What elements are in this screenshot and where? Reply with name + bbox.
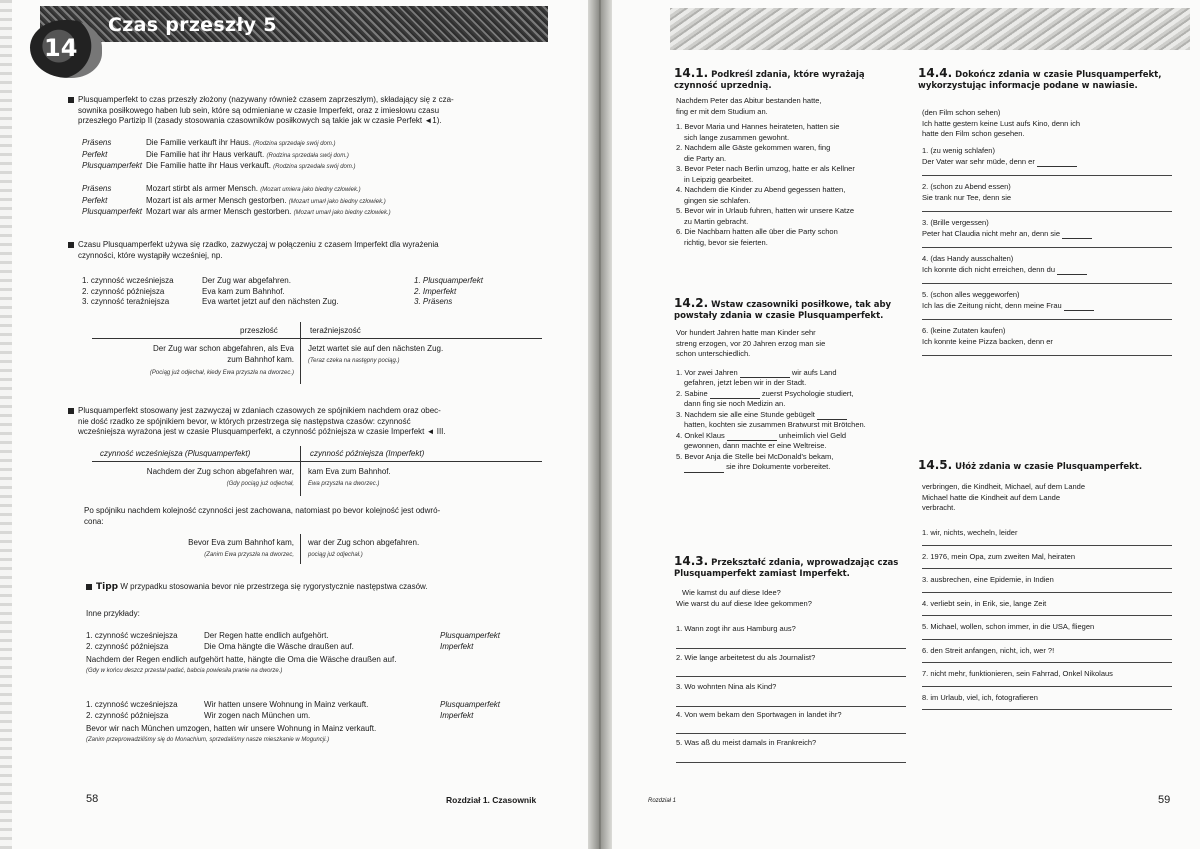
exercise-instruction: Podkreśl zdania, które wyrażają czynność uprzednią. [674,70,865,91]
exercise-14-5-example [922,482,1172,514]
tense-label: Perfekt [82,195,108,205]
answer-blank[interactable] [710,390,760,399]
exercise-item: wir aufs Land [791,367,837,377]
exercise-14-5-items [922,528,1172,716]
example-answer: Wie warst du auf diese Idee gekommen? [676,599,812,608]
example-line: streng erzogen, vor 20 Jahren erzog man sie [676,338,826,348]
answer-line[interactable] [676,706,906,707]
exercise-number: 14.5. [918,458,953,472]
seq-sentence: Wir zogen nach München um. [204,710,311,720]
past-sentence: zum Bahnhof kam. [227,355,294,364]
seq-sentence: Eva wartet jetzt auf den nächsten Zug. [202,297,339,306]
example-sentence: Die Familie hatte ihr Haus verkauft. [146,161,271,170]
timeline-divider [300,322,301,384]
exercise-item[interactable]: sich lange zusammen gewohnt. [684,132,790,142]
exercise-item: 1. Vor zwei Jahren [676,367,738,377]
exercise-item: 3. Nachdem sie alle eine Stunde gebügelt [676,409,815,419]
exercise-item: Ich konnte keine Pizza backen, denn er [922,336,1053,346]
combined-sentence: Nachdem der Regen endlich aufgehört hatte, hängte die Oma die Wäsche draußen auf. [86,655,397,664]
answer-blank[interactable] [740,369,790,378]
seq-tense: Imperfekt [440,641,474,651]
exercise-14-3-title [674,556,914,580]
seq-label: 2. czynność późniejsza [82,286,165,296]
translation: (Gdy w końcu deszcz przestał padać, babcia powiesiła pranie na dworze.) [86,667,283,674]
example-block-1 [86,631,546,676]
translation: (Rodzina sprzedaje swój dom.) [253,141,336,147]
present-label: teraźniejszość [310,326,361,335]
text-line: wcześniejsza wyrażona jest w czasie Plusquamperfekt, a czynność późniejsza w czasie Imperfekt ◄ III. [78,427,446,436]
bullet-icon [68,242,74,248]
seq-label: 2. czynność późniejsza [86,710,169,720]
table-cell: Nachdem der Zug schon abgefahren war, [146,467,294,476]
answer-line[interactable] [922,639,1172,640]
other-examples-heading: Inne przykłady: [86,609,140,618]
answer-line[interactable] [922,568,1172,569]
example-line: hatte den Film schon gesehen. [922,129,1025,138]
exercise-14-1-title [674,68,910,92]
timeline-axis [92,338,542,339]
left-page [0,0,588,849]
example-line: verbracht. [922,503,956,512]
book-gutter [588,0,612,849]
exercise-item: 1. (zu wenig schlafen) [922,146,995,155]
answer-blank[interactable] [1037,158,1077,167]
bullet-icon [68,97,74,103]
example-line: verbringen, die Kindheit, Michael, auf dem Lande [922,482,1086,491]
conjunction-paragraph [68,406,538,438]
example-line: schon unterschiedlich. [676,349,751,358]
table-header: czynność wcześniejsza (Plusquamperfekt) [100,449,251,458]
exercise-14-4-example [922,108,1172,140]
answer-line[interactable] [922,247,1172,248]
example-line: Nachdem Peter das Abitur bestanden hatte, [676,96,822,105]
seq-tense: 2. Imperfekt [414,286,457,296]
sequence-table [82,276,542,308]
answer-line[interactable] [922,615,1172,616]
text-line: cona: [84,516,104,526]
seq-tense: 1. Plusquamperfekt [414,276,483,285]
exercise-item: Ich las die Zeitung nicht, denn meine Frau [922,300,1062,310]
answer-blank[interactable] [684,464,724,473]
exercise-item: 1. wir, nichts, wecheln, leider [922,528,1018,537]
example-sentence: Die Familie verkauft ihr Haus. [146,138,251,147]
exercise-item[interactable]: in Leipzig gearbeitet. [684,174,754,184]
exercise-item[interactable]: gingen sie schlafen. [684,195,751,205]
exercise-14-2-title [674,298,914,322]
tense-label: Präsens [82,184,112,193]
footer-chapter: Rozdział 1 [648,798,677,804]
seq-sentence: Eva kam zum Bahnhof. [202,286,285,296]
exercise-number: 14.1. [674,66,709,80]
exercise-item: 3. (Brille vergessen) [922,218,989,227]
answer-blank[interactable] [1057,266,1087,275]
exercise-item[interactable]: 3. Bevor Peter nach Berlin umzog, hatte er als Kellner [676,164,855,173]
exercise-item: 5. (schon alles weggeworfen) [922,290,1020,299]
page-title: Czas przeszły 5 [108,14,277,36]
table-divider [300,534,301,564]
tense-label: Plusquamperfekt [82,207,143,216]
answer-line[interactable] [676,762,906,763]
exercise-number: 14.2. [674,296,709,310]
exercise-item: Der Vater war sehr müde, denn er [922,156,1035,166]
exercise-item: 2. Wie lange arbeitetest du als Journalist? [676,653,816,662]
exercise-item: 1. Wann zogt ihr aus Hamburg aus? [676,624,796,633]
answer-line[interactable] [922,686,1172,687]
intro-paragraph [68,95,538,127]
tip-box [86,582,546,593]
text-line: Czasu Plusquamperfekt używa się rzadko, zazwyczaj w połączeniu z czasem Imperfekt dla wyrażenia [78,240,439,249]
example-sentence: Die Familie hat ihr Haus verkauft. [146,149,265,159]
exercise-instruction: Dokończ zdania w czasie Plusquamperfekt, wykorzystując informacje podane w nawiasie. [918,70,1162,91]
exercise-item: 4. verliebt sein, in Erik, sie, lange Zeit [922,598,1047,608]
decorative-banner [670,8,1190,50]
exercise-instruction: Wstaw czasowniki posiłkowe, tak aby powstały zdania w czasie Plusquamperfekt. [674,300,892,321]
seq-tense: Plusquamperfekt [440,631,501,640]
tense-label: Präsens [82,138,112,147]
exercise-item: 2. Sabine [676,388,708,398]
text-line: czynności, które wystąpiły wcześniej, np. [78,250,223,260]
exercise-item[interactable]: 2. Nachdem alle Gäste gekommen waren, fing [676,143,831,152]
present-sentence: Jetzt wartet sie auf den nächsten Zug. [308,344,444,353]
translation: (Rodzina sprzedała swój dom.) [273,164,356,170]
seq-label: 1. czynność wcześniejsza [82,276,174,285]
chapter-number: 14 [44,34,78,62]
example-sentence: Mozart stirbt als armer Mensch. [146,184,259,193]
example-line: Vor hundert Jahren hatte man Kinder sehr [676,328,816,337]
answer-line[interactable] [676,676,906,677]
exercise-item: 4. (das Handy ausschalten) [922,254,1014,263]
translation: pociąg już odjechał.) [308,552,363,558]
text-line: Plusquamperfekt to czas przeszły złożony (nazywany również czasem zaprzeszłym), składający się z cza- [78,95,454,104]
example-line: fing er mit dem Studium an. [676,106,768,116]
seq-sentence: Der Zug war abgefahren. [202,276,291,285]
example-line: Michael hatte die Kindheit auf dem Lande [922,492,1061,502]
text-line: sownika posiłkowego haben lub sein, które są odmieniane w czasie Imperfekt, oraz z imiesłowu czasu [78,105,440,115]
example-line: (den Film schon sehen) [922,108,1001,117]
exercise-14-4-items [922,146,1172,362]
tense-label: Perfekt [82,149,108,159]
answer-line[interactable] [922,319,1172,320]
exercise-item[interactable]: 5. Bevor wir in Urlaub fuhren, hatten wir unsere Katze [676,206,855,215]
text-line: nie dość rzadko ze spójnikiem bevor, w których przestrzega się następstwa czasów: czynność [78,416,411,426]
seq-label: 1. czynność wcześniejsza [86,631,178,640]
seq-label: 2. czynność późniejsza [86,641,169,651]
text-line: przeszłego Partizip II (zasady stosowania czasowników posiłkowych są takie jak w czasie Perfekt ◄1). [78,116,442,125]
seq-sentence: Wir hatten unsere Wohnung in Mainz verkauft. [204,700,369,709]
exercise-number: 14.3. [674,554,709,568]
exercise-item: 3. ausbrechen, eine Epidemie, in Indien [922,575,1054,584]
translation: (Gdy pociąg już odjechał, [226,481,294,487]
answer-line[interactable] [922,545,1172,546]
exercise-item[interactable]: 6. Die Nachbarn hatten alle über die Party schon [676,227,838,236]
footer-chapter: Rozdział 1. Czasownik [446,795,537,805]
seq-tense: 3. Präsens [414,297,453,306]
exercise-item[interactable]: richtig, bevor sie feierten. [684,237,768,247]
seq-sentence: Die Oma hängte die Wäsche draußen auf. [204,641,354,651]
scan-edge [0,0,12,849]
example-question: Wie kamst du auf diese Idee? [682,588,781,597]
seq-sentence: Der Regen hatte endlich aufgehört. [204,631,329,640]
exercise-number: 14.4. [918,66,953,80]
exercise-item: 5. Bevor Anja die Stelle bei McDonald's bekam, [676,451,834,461]
page-number: 58 [86,793,99,805]
exercise-item: 7. nicht mehr, funktionieren, sein Fahrrad, Onkel Nikolaus [922,669,1113,678]
usage-paragraph [68,240,538,261]
exercise-item: 5. Was aß du meist damals in Frankreich? [676,738,817,747]
answer-line[interactable] [922,283,1172,284]
exercise-item: gewonnen, dann machte er eine Weltreise. [684,441,827,450]
exercise-14-5-title [918,460,1168,473]
exercise-item[interactable]: die Party an. [684,153,727,163]
answer-line[interactable] [922,662,1172,663]
answer-line[interactable] [676,648,906,649]
exercise-item: gefahren, jetzt leben wir in der Stadt. [684,378,807,387]
answer-blank[interactable] [1062,230,1092,239]
answer-line[interactable] [922,355,1172,356]
answer-line[interactable] [922,211,1172,212]
exercise-item[interactable]: 4. Nachdem die Kinder zu Abend gegessen hatten, [676,185,846,194]
exercise-14-1-body [676,96,906,248]
example-line: Ich hatte gestern keine Lust aufs Kino, denn ich [922,118,1081,128]
exercise-item: unheimlich viel Geld [778,430,847,440]
past-label: przeszłość [240,326,278,335]
example-block-2 [86,700,546,745]
seq-label: 3. czynność teraźniejsza [82,297,170,306]
right-page [612,0,1200,849]
example-sentence: Mozart ist als armer Mensch gestorben. [146,195,287,205]
table-rule [92,461,542,462]
seq-label: 1. czynność wcześniejsza [86,700,178,709]
exercise-item: Sie trank nur Tee, denn sie [922,192,1012,202]
exercise-14-2-body [676,328,906,473]
exercise-instruction: Ułóż zdania w czasie Plusquamperfekt. [955,462,1143,472]
exercise-item: 3. Wo wohnten Nina als Kind? [676,682,777,691]
exercise-item[interactable]: zu Martin gebracht. [684,216,749,226]
answer-blank[interactable] [1064,302,1094,311]
exercise-item: 8. im Urlaub, viel, ich, fotografieren [922,692,1038,702]
table-header: czynność późniejsza (Imperfekt) [310,449,425,458]
tense-table-2 [82,184,542,219]
exercise-item: 6. den Streit anfangen, nicht, ich, wer ?! [922,645,1055,655]
translation: (Zanim przeprowadziliśmy się do Monachium, sprzedaliśmy nasze mieszkanie w Moguncji.) [86,736,330,743]
answer-blank[interactable] [817,411,847,420]
exercise-item: sie ihre Dokumente vorbereitet. [726,462,831,471]
bevor-right: war der Zug schon abgefahren. [308,538,420,547]
exercise-14-4-title [918,68,1168,92]
tense-label: Plusquamperfekt [82,161,143,170]
answer-blank[interactable] [727,432,777,441]
exercise-item: 4. Onkel Klaus [676,430,725,440]
text-line: Po spójniku nachdem kolejność czynności jest zachowana, natomiast po bevor kolejność jest odwró- [84,506,441,515]
translation: (Mozart umiera jako biedny człowiek.) [260,187,361,193]
tip-text: W przypadku stosowania bevor nie przestrzega się rygorystycznie następstwa czasów. [120,582,428,591]
tip-label: Tipp [96,582,119,592]
exercise-item[interactable]: 1. Bevor Maria und Hannes heirateten, hatten sie [676,122,840,131]
table-cell: kam Eva zum Bahnhof. [308,467,391,476]
tense-table-1 [82,138,542,173]
bevor-paragraph [84,506,544,527]
translation: Ewa przyszła na dworzec.) [308,481,380,487]
exercise-item: zuerst Psychologie studiert, [761,388,854,398]
seq-tense: Plusquamperfekt [440,700,501,709]
table-divider [300,446,301,496]
tip-icon [86,584,92,590]
translation: (Mozart umarł jako biedny człowiek.) [293,210,391,216]
translation: (Zanim Ewa przyszła na dworzec, [204,552,294,558]
exercise-item: 2. (schon zu Abend essen) [922,182,1011,191]
seq-tense: Imperfekt [440,710,474,720]
translation: (Mozart umarł jako biedny człowiek.) [288,198,386,205]
answer-line[interactable] [922,175,1172,176]
exercise-item: Ich konnte dich nicht erreichen, denn du [922,264,1056,274]
exercise-item: dann fing sie noch Medizin an. [684,399,786,408]
example-sentence: Mozart war als armer Mensch gestorben. [146,207,292,216]
answer-line[interactable] [676,733,906,734]
page-number: 59 [1158,794,1171,806]
answer-line[interactable] [922,709,1172,710]
answer-line[interactable] [922,592,1172,593]
text-line: Plusquamperfekt stosowany jest zazwyczaj w zdaniach czasowych ze spójnikiem nachdem oraz obec- [78,406,441,415]
exercise-item: 6. (keine Zutaten kaufen) [922,326,1006,335]
translation: (Pociąg już odjechał, kiedy Ewa przyszła na dworzec.) [149,370,294,376]
exercise-item: hatten, kochten sie zusammen Bratwurst mit Brötchen. [684,420,866,429]
bullet-icon [68,408,74,414]
translation: (Rodzina sprzedała swój dom.) [266,152,349,159]
exercise-instruction: Przekształć zdania, wprowadzając czas Plusquamperfekt zamiast Imperfekt. [674,558,899,579]
exercise-item: Peter hat Claudia nicht mehr an, denn sie [922,228,1060,238]
exercise-item: 5. Michael, wollen, schon immer, in die USA, fliegen [922,622,1095,631]
combined-sentence: Bevor wir nach München umzogen, hatten wir unsere Wohnung in Mainz verkauft. [86,724,377,733]
past-sentence: Der Zug war schon abgefahren, als Eva [153,344,294,353]
exercise-item: 4. Von wem bekam den Sportwagen in landet ihr? [676,710,842,719]
exercise-item: 2. 1976, mein Opa, zum zweiten Mal, heiraten [922,551,1075,561]
bevor-left: Bevor Eva zum Bahnhof kam, [188,538,294,547]
translation: (Teraz czeka na następny pociąg.) [308,358,400,364]
